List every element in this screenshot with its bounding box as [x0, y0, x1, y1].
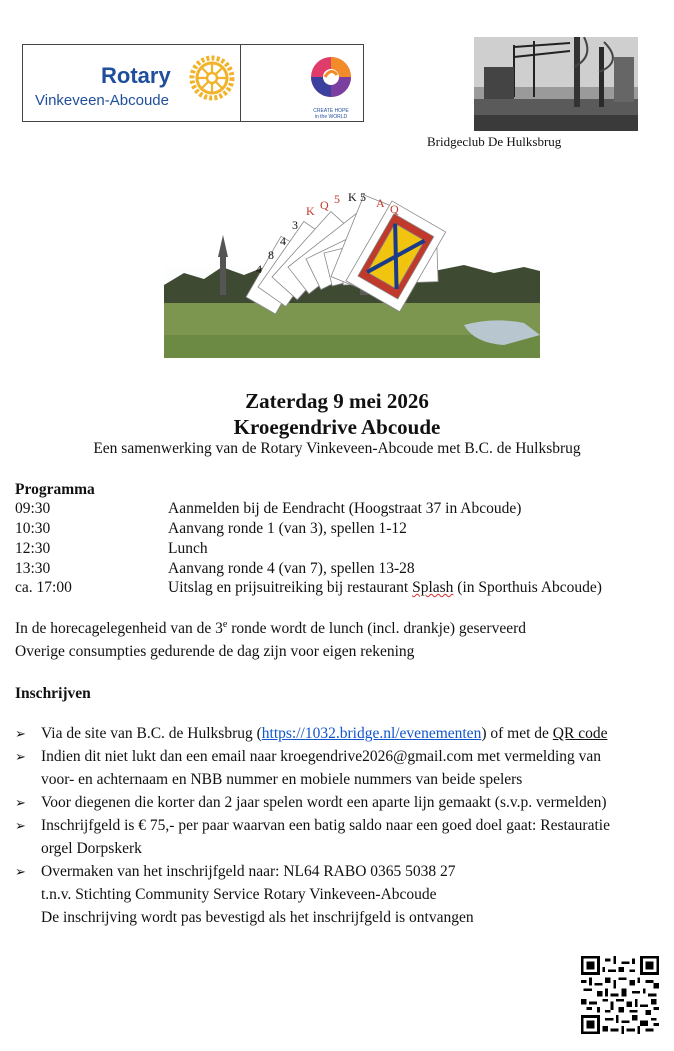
arrow-bullet-icon: ➢ [15, 727, 26, 742]
restaurant-name: Splash [412, 579, 454, 596]
programma-desc: Aanmelden bij de Eendracht (Hoogstraat 37 in Abcoude) [168, 500, 522, 517]
bullet-fee-line2: orgel Dorpskerk [41, 840, 142, 857]
bullet-email-line2: voor- en achternaam en NBB nummer en mobiele nummers van beide spelers [41, 771, 523, 788]
programma-heading: Programma [15, 481, 95, 498]
bridge-caption: Bridgeclub De Hulksbrug [427, 134, 562, 149]
svg-text:Q: Q [320, 198, 329, 212]
svg-text:A: A [376, 196, 385, 210]
lunch-note-line1 [15, 620, 526, 638]
ordinal-suffix: e [222, 618, 228, 630]
programma-time: 13:30 [15, 560, 51, 577]
bullet-beginners: Voor diegenen die korter dan 2 jaar spelen wordt een aparte lijn gemaakt (s.v.p. vermelden) [41, 794, 607, 811]
create-hope-logo-icon [309, 55, 353, 105]
programma-desc-part: (in Sporthuis Abcoude) [453, 579, 602, 596]
event-name-title: Kroegendrive Abcoude [233, 415, 441, 439]
programma-desc: Aanvang ronde 4 (van 7), spellen 13-28 [168, 560, 415, 577]
programma-desc-part: Uitslag en prijsuitreiking bij restaurant [168, 579, 413, 596]
arrow-bullet-icon: ➢ [15, 796, 26, 811]
inschrijven-heading: Inschrijven [15, 685, 91, 702]
svg-text:4: 4 [256, 262, 262, 276]
arrow-bullet-icon: ➢ [15, 865, 26, 880]
programma-desc: Lunch [168, 540, 208, 557]
arrow-bullet-icon: ➢ [15, 750, 26, 765]
bullet-text-part: Via de site van B.C. de Hulksbrug ( [41, 725, 262, 742]
programma-desc [168, 579, 602, 597]
event-date-title: Zaterdag 9 mei 2026 [245, 389, 429, 413]
lunch-note-part: ronde wordt de lunch (incl. drankje) geserveerd [227, 620, 526, 637]
hope-tagline-line1: CREATE HOPE [313, 108, 349, 114]
svg-text:5: 5 [360, 190, 366, 204]
bullet-fee-line1: Inschrijfgeld is € 75,- per paar waarvan een batig saldo naar een goed doel gaat: Restauratie [41, 817, 610, 834]
cards-landscape-illustration [164, 185, 540, 358]
svg-text:Q: Q [390, 202, 399, 216]
svg-text:8: 8 [268, 248, 274, 262]
bullet-website [41, 725, 674, 743]
lunch-note-line2: Overige consumpties gedurende de dag zijn voor eigen rekening [15, 643, 415, 660]
rotary-wordmark: Rotary [101, 63, 171, 88]
bullet-email-line1: Indien dit niet lukt dan een email naar kroegendrive2026@gmail.com met vermelding van [41, 748, 602, 765]
bullet-payment-line3: De inschrijving wordt pas bevestigd als het inschrijfgeld is ontvangen [41, 909, 474, 926]
svg-text:K: K [348, 190, 357, 204]
bullet-text-part: ) of met de [481, 725, 553, 742]
rotary-club-name: Vinkeveen-Abcoude [35, 92, 169, 109]
evenementen-link[interactable]: https://1032.bridge.nl/evenementen [261, 725, 482, 742]
programma-time: ca. 17:00 [15, 579, 72, 596]
hope-tagline-line2: in the WORLD [314, 114, 348, 120]
rotary-logo-box [22, 44, 364, 122]
create-hope-tagline [301, 108, 361, 120]
logo-divider [240, 45, 241, 121]
programma-desc: Aanvang ronde 1 (van 3), spellen 1-12 [168, 520, 407, 537]
svg-text:4: 4 [280, 234, 286, 248]
lunch-note-part: In de horecagelegenheid van de 3 [15, 620, 223, 637]
rotary-wheel-icon [189, 55, 235, 101]
qr-code-reference: QR code [552, 725, 608, 742]
programma-time: 12:30 [15, 540, 51, 557]
programma-time: 10:30 [15, 520, 51, 537]
bridge-photo [474, 37, 638, 131]
svg-text:5: 5 [334, 192, 340, 206]
svg-text:K: K [306, 204, 315, 218]
bullet-payment-line1: Overmaken van het inschrijfgeld naar: NL64 RABO 0365 5038 27 [41, 863, 456, 880]
svg-text:3: 3 [292, 218, 298, 232]
arrow-bullet-icon: ➢ [15, 819, 26, 834]
collaboration-line: Een samenwerking van de Rotary Vinkeveen-Abcoude met B.C. de Hulksbrug [93, 440, 581, 457]
bullet-payment-line2: t.n.v. Stichting Community Service Rotary Vinkeveen-Abcoude [41, 886, 437, 903]
programma-time: 09:30 [15, 500, 51, 517]
qr-code[interactable] [581, 956, 659, 1034]
